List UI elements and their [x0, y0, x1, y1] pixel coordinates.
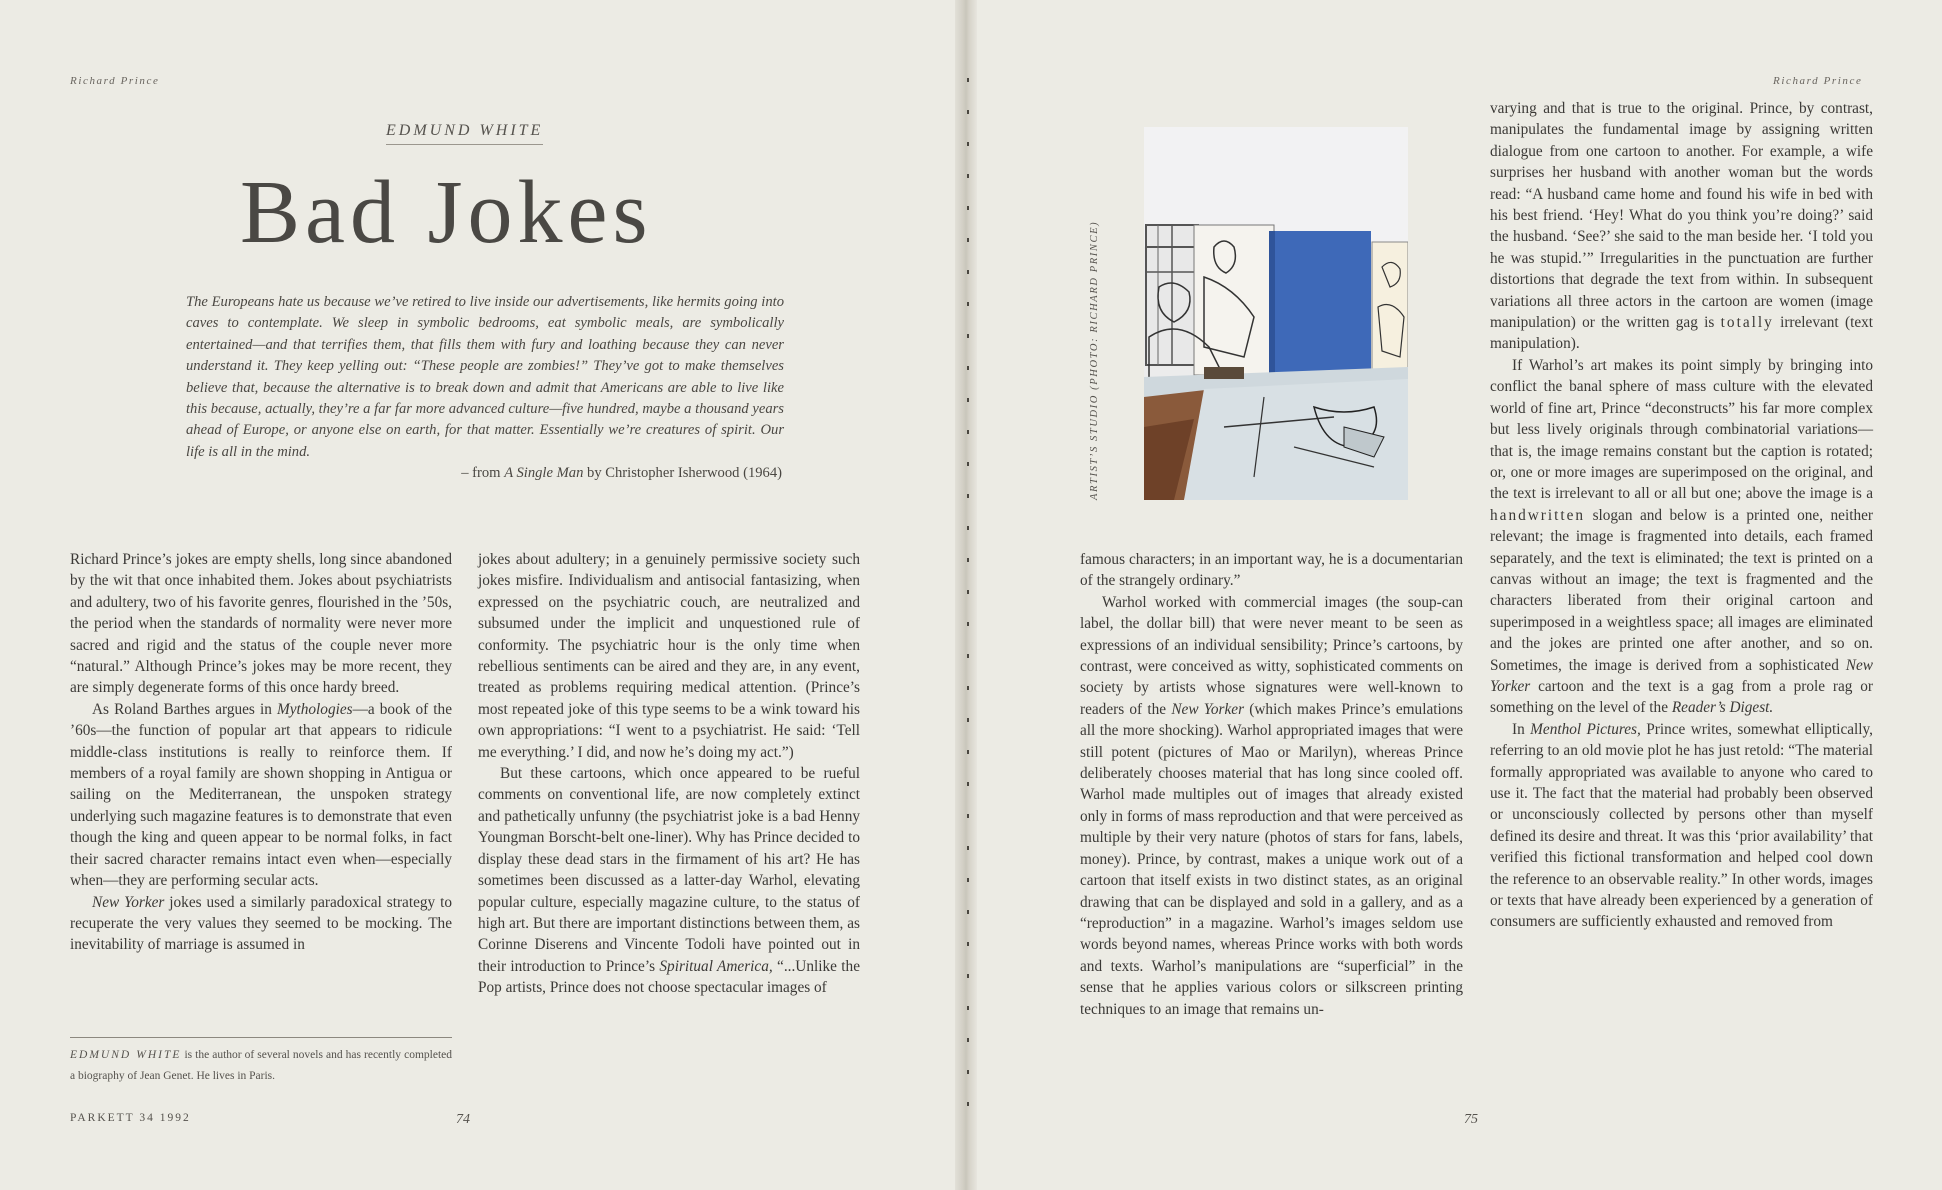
epigraph-source-book: A Single Man — [504, 465, 584, 481]
binding-mark — [967, 494, 969, 498]
paragraph: famous characters; in an important way, he is a documentarian of the strangely ordinary.” — [1080, 551, 1463, 590]
page-number-right: 75 — [1464, 1112, 1478, 1127]
page-number-left: 74 — [456, 1112, 470, 1127]
binding-mark — [967, 142, 969, 146]
spine-gutter — [955, 0, 977, 1190]
binding-mark — [967, 1102, 969, 1106]
artist-studio-photo — [1144, 127, 1408, 500]
binding-mark — [967, 174, 969, 178]
footnote-rule — [70, 1037, 452, 1038]
binding-mark — [967, 110, 969, 114]
paragraph: Warhol worked with commercial images (the soup-can label, the dollar bill) that were never meant to be seen as expressions of an individual sensibility; Prince’s cartoons, by contrast, were conceived as witty, sophisticated comments on society by artists whose signatures were well-known to readers of the New Yorker (which makes Prince’s emulations all the more shocking). Warhol appropriated images that were still potent (pictures of Mao or Marilyn), whereas Prince deliberately chooses material that has long since cooled off. Warhol made multiples out of images that already existed only in forms of mass reproduction and that were perceived as multiple by their very nature (photos of stars for fans, labels, money). Prince, by contrast, makes a unique work out of a cartoon that itself exists in two distinct states, as an original drawing that can be displayed and sold in a gallery, and as a “reproduction” in a magazine. Warhol’s images seldom use words beyond names, whereas Prince works with both words and texts. Warhol’s manipulations are “superficial” in the sense that he applies various colors or silkscreen printing techniques to an image that remains un- — [1080, 593, 1463, 1018]
footnote-author: EDMUND WHITE — [70, 1049, 182, 1061]
paragraph: New Yorker jokes used a similarly paradoxical strategy to recuperate the very values they seemed to be mocking. The inevitability of marriage is assumed in — [70, 893, 452, 954]
epigraph-source — [420, 465, 782, 482]
binding-mark — [967, 398, 969, 402]
author-footnote — [70, 1045, 452, 1088]
binding-mark — [967, 462, 969, 466]
binding-mark — [967, 782, 969, 786]
epigraph-source-suffix: by Christopher Isherwood (1964) — [587, 465, 782, 481]
binding-mark — [967, 1038, 969, 1042]
binding-mark — [967, 910, 969, 914]
binding-mark — [967, 974, 969, 978]
article-title: Bad Jokes — [240, 163, 653, 262]
paragraph: But these cartoons, which once appeared to be rueful comments on conventional life, are now completely extinct and pathetically unfunny (the psychiatrist joke is a bad Henny Youngman Borscht-belt one-liner). Why has Prince decided to display these dead stars in the firmament of his art? He has sometimes been discussed as a latter-day Warhol, elevating popular culture, especially magazine culture, to the status of high art. But there are important distinctions between them, as Corinne Diserens and Vincente Todoli have pointed out in their introduction to Prince’s Spiritual America, “...Unlike the Pop artists, Prince does not choose spectacular images of — [478, 765, 860, 997]
running-head-left: Richard Prince — [70, 75, 160, 87]
binding-mark — [967, 78, 969, 82]
epigraph-source-prefix: – from — [461, 465, 501, 481]
footnote-text: is the author of several novels and has recently completed a biography of Jean Genet. He lives in Paris. — [70, 1049, 453, 1083]
studio-photo-graphic — [1144, 127, 1408, 500]
body-column-2 — [478, 549, 860, 999]
binding-mark — [967, 814, 969, 818]
body-column-4 — [1490, 98, 1873, 933]
binding-mark — [967, 238, 969, 242]
paragraph: As Roland Barthes argues in Mythologies—a book of the ’60s—the function of popular art that appears to ridicule middle-class institutions is really to reinforce them. If members of a royal family are shown shopping in Antigua or sailing on the Mediterranean, the unspoken strategy underlying such magazine features is to demonstrate that even though the king and queen appear to be normal folks, in fact their sacred character remains intact even when—especially when—they are performing secular acts. — [70, 700, 452, 890]
author-heading: EDMUND WHITE — [386, 122, 543, 145]
paragraph: varying and that is true to the original. Prince, by contrast, manipulates the fundamental image by assigning written dialogue from one cartoon to another. For example, a wife surprises her husband with another woman but the words read: “A husband came home and found his wife in bed with his best friend. ‘Hey! What do you think you’re doing?’ said the husband. ‘See?’ she said to the man beside her. ‘I told you he was stupid.’” Irregularities in the punctuation are further distortions that degrade the text from within. In subsequent variations all three actors in the cartoon are women (image manipulation) or the written gag is totally irrelevant (text manipulation). — [1490, 100, 1874, 353]
binding-mark — [967, 526, 969, 530]
binding-mark — [967, 654, 969, 658]
binding-mark — [967, 1070, 969, 1074]
body-column-3 — [1080, 549, 1463, 1020]
running-head-right: Richard Prince — [1773, 75, 1863, 87]
paragraph: In Menthol Pictures, Prince writes, somewhat elliptically, referring to an old movie plot he has just retold: “The material formally appropriated was available to anyone who cared to use it. The fact that the material had probably been observed or unconsciously collected by persons other than myself defined its desire and threat. It was this ‘prior availability’ that verified this fictional transformation and helped cool down the reference to an observable reality.” In other words, images or texts that have already been experienced by a generation of consumers are sufficiently exhausted and removed from — [1490, 720, 1874, 931]
binding-mark — [967, 334, 969, 338]
binding-mark — [967, 270, 969, 274]
binding-mark — [967, 366, 969, 370]
paragraph: jokes about adultery; in a genuinely permissive society such jokes misfire. Individualism and antisocial fantasizing, when expressed on the psychiatric couch, are neutralized and subsumed under the implicit and unquestioned rule of conformity. The psychiatric hour is the only time when rebellious sentiments can be aired and they are, in any event, treated as problems requiring medical attention. (Prince’s most repeated joke of this type seems to be a wink toward his own appropriations: “I went to a psychiatrist. He said: ‘Tell me everything.’ I did, and now he’s doing my act.”) — [478, 551, 860, 761]
binding-mark — [967, 1006, 969, 1010]
binding-mark — [967, 846, 969, 850]
binding-mark — [967, 302, 969, 306]
photo-caption: ARTIST’S STUDIO (PHOTO: RICHARD PRINCE) — [1089, 220, 1100, 500]
binding-mark — [967, 558, 969, 562]
binding-mark — [967, 622, 969, 626]
magazine-issue-footer: PARKETT 34 1992 — [70, 1112, 191, 1124]
epigraph: The Europeans hate us because we’ve retired to live inside our advertisements, like hermits going into caves to contemplate. We sleep in symbolic bedrooms, eat symbolic meals, are symbolically entertained—and that terrifies them, that fills them with fury and loathing because they can never understand it. They keep yelling out: “These people are zombies!” They’ve got to make themselves believe that, because the alternative is to break down and admit that Americans are able to live like this because, actually, they’re a far far more advanced culture—five hundred, maybe a thousand years ahead of Europe, or anyone else on earth, for that matter. Essentially we’re creatures of spirit. Our life is all in the mind. — [186, 294, 784, 460]
paragraph: Richard Prince’s jokes are empty shells, long since abandoned by the wit that once inhabited them. Jokes about psychiatrists and adultery, two of his favorite genres, flourished in the ’50s, the period when the standards of normality were never more sacred and rigid and the status of the couple never more “natural.” Although Prince’s jokes may be more recent, they are simply degenerate forms of this once hardy breed. — [70, 551, 452, 697]
binding-mark — [967, 942, 969, 946]
body-column-1 — [70, 549, 452, 956]
binding-mark — [967, 718, 969, 722]
paragraph: If Warhol’s art makes its point simply by bringing into conflict the banal sphere of mass culture with the elevated world of fine art, Prince “deconstructs” his far more complex but less lively originals through combinatorial variations—that is, the image remains constant but the caption is rotated; or, one or more images are superimposed on the original, and the text is irrelevant to all or all but one; above the image is a handwritten slogan and below is a printed one, neither relevant; the image is fragmented into details, each framed separately, and the text is eliminated; the text is printed on a canvas without an image; the text is fragmented and the characters liberated from their original cartoon and superimposed in a weightless space; all images are eliminated and the jokes are printed one after another, and so on. Sometimes, the image is derived from a sophisticated New Yorker cartoon and the text is a gag from a prole rag or something on the level of the Reader’s Digest. — [1490, 356, 1873, 717]
binding-mark — [967, 590, 969, 594]
binding-mark — [967, 878, 969, 882]
binding-mark — [967, 206, 969, 210]
binding-mark — [967, 686, 969, 690]
binding-mark — [967, 750, 969, 754]
binding-mark — [967, 430, 969, 434]
